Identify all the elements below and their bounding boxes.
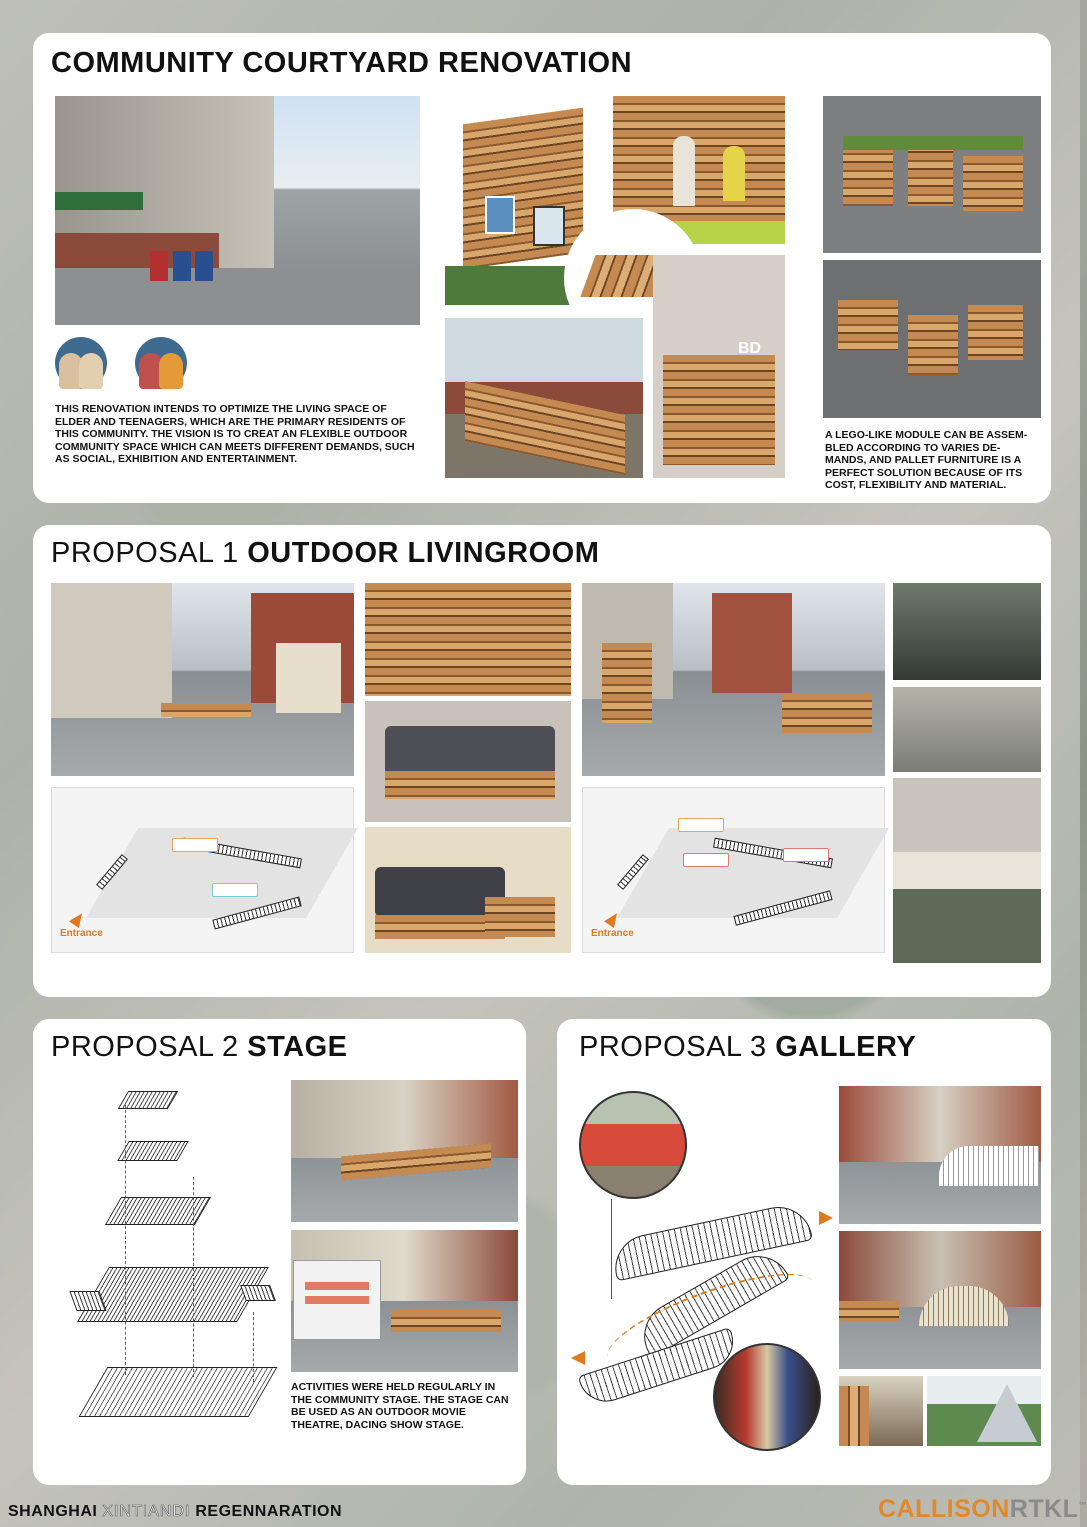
section-title-proposal-2: PROPOSAL 2 STAGE — [51, 1031, 348, 1063]
gallery-tunnel-diagram — [571, 1081, 837, 1461]
caption-renovation-intent: THIS RENOVATION INTENDS TO OPTIMIZE THE LIVING SPACE OF ELDER AND TEENAGERS, WHICH ARE THE PRIMARY RESIDENTS OF THIS COMMUNITY. THE VISION IS TO CREAT AN FLEXIBLE OUTDOOR COMMUNITY SPACE WHICH CAN MEETS DIFFERENT DEMANDS, SUCH AS SOCIAL, EXHIBITION AND ENTERTAINMENT. — [55, 403, 415, 466]
gallery-interior-photo — [713, 1343, 821, 1451]
entrance-label-1: Entrance — [60, 928, 103, 939]
section-title-courtyard: COMMUNITY COURTYARD RENOVATION — [51, 47, 633, 79]
render-community-stage-1 — [291, 1080, 518, 1222]
render-gallery-1 — [839, 1086, 1041, 1224]
elderly-residents-icon — [55, 337, 107, 389]
teenagers-icon — [135, 337, 187, 389]
footer-subtitle: REGENNARATION — [195, 1503, 343, 1520]
caption-stage-activities: ACTIVITIES WERE HELD REGULARLY IN THE COMMUNITY STAGE. THE STAGE CAN BE USED AS AN OUTDOOR MOVIE THEATRE, DACING SHOW STAGE. — [291, 1381, 509, 1431]
callison-rtkl-logo: CALLISONRTKL™ — [878, 1495, 1087, 1523]
photo-water-feature — [893, 687, 1041, 772]
photo-existing-courtyard — [55, 96, 420, 325]
exploded-stage-diagram — [53, 1077, 293, 1437]
panel-proposal-1 — [33, 525, 1051, 997]
photo-pallet-exhibition-hall: BD — [653, 255, 785, 478]
section-title-proposal-3: PROPOSAL 3 GALLERY — [579, 1031, 917, 1063]
photo-pallet-sofa-1 — [365, 583, 571, 696]
photo-pallet-planters — [823, 96, 1041, 253]
render-outdoor-livingroom-1 — [51, 583, 354, 776]
panel-proposal-3 — [557, 1019, 1051, 1485]
render-gallery-2 — [839, 1231, 1041, 1369]
panel-courtyard-renovation — [33, 33, 1051, 503]
caption-lego-module: A LEGO-LIKE MODULE CAN BE ASSEM-BLED ACCORDING TO VARIES DE-MANDS, AND PALLET FURNITURE IS A PERFECT SOLUTION BECAUSE OF ITS COST, FLEXIBILITY AND MATERIAL. — [825, 429, 1028, 492]
footer-location: SHANGHAI — [8, 1503, 98, 1520]
axonometric-sketch-2 — [582, 787, 885, 953]
photo-pallet-sofa-3 — [365, 827, 571, 953]
photo-pallet-benches — [823, 260, 1041, 418]
photo-outdoor-cafe — [893, 583, 1041, 680]
footer-project-name — [8, 1503, 342, 1521]
section-title-proposal-1: PROPOSAL 1 OUTDOOR LIVINGROOM — [51, 537, 600, 569]
footer-district: XINTIANDI — [102, 1503, 191, 1520]
entrance-label-2: Entrance — [591, 928, 634, 939]
axonometric-sketch-1 — [51, 787, 354, 953]
render-community-stage-2 — [291, 1230, 518, 1372]
photo-stepped-pallet-seating — [445, 318, 643, 478]
panel-proposal-2 — [33, 1019, 526, 1485]
photo-pallet-tunnel — [839, 1376, 923, 1446]
render-outdoor-livingroom-2 — [582, 583, 885, 776]
photo-pavilion — [927, 1376, 1041, 1446]
photo-pallet-sofa-2 — [365, 701, 571, 822]
gallery-exterior-photo — [579, 1091, 687, 1199]
photo-plaza-trees — [893, 778, 1041, 963]
